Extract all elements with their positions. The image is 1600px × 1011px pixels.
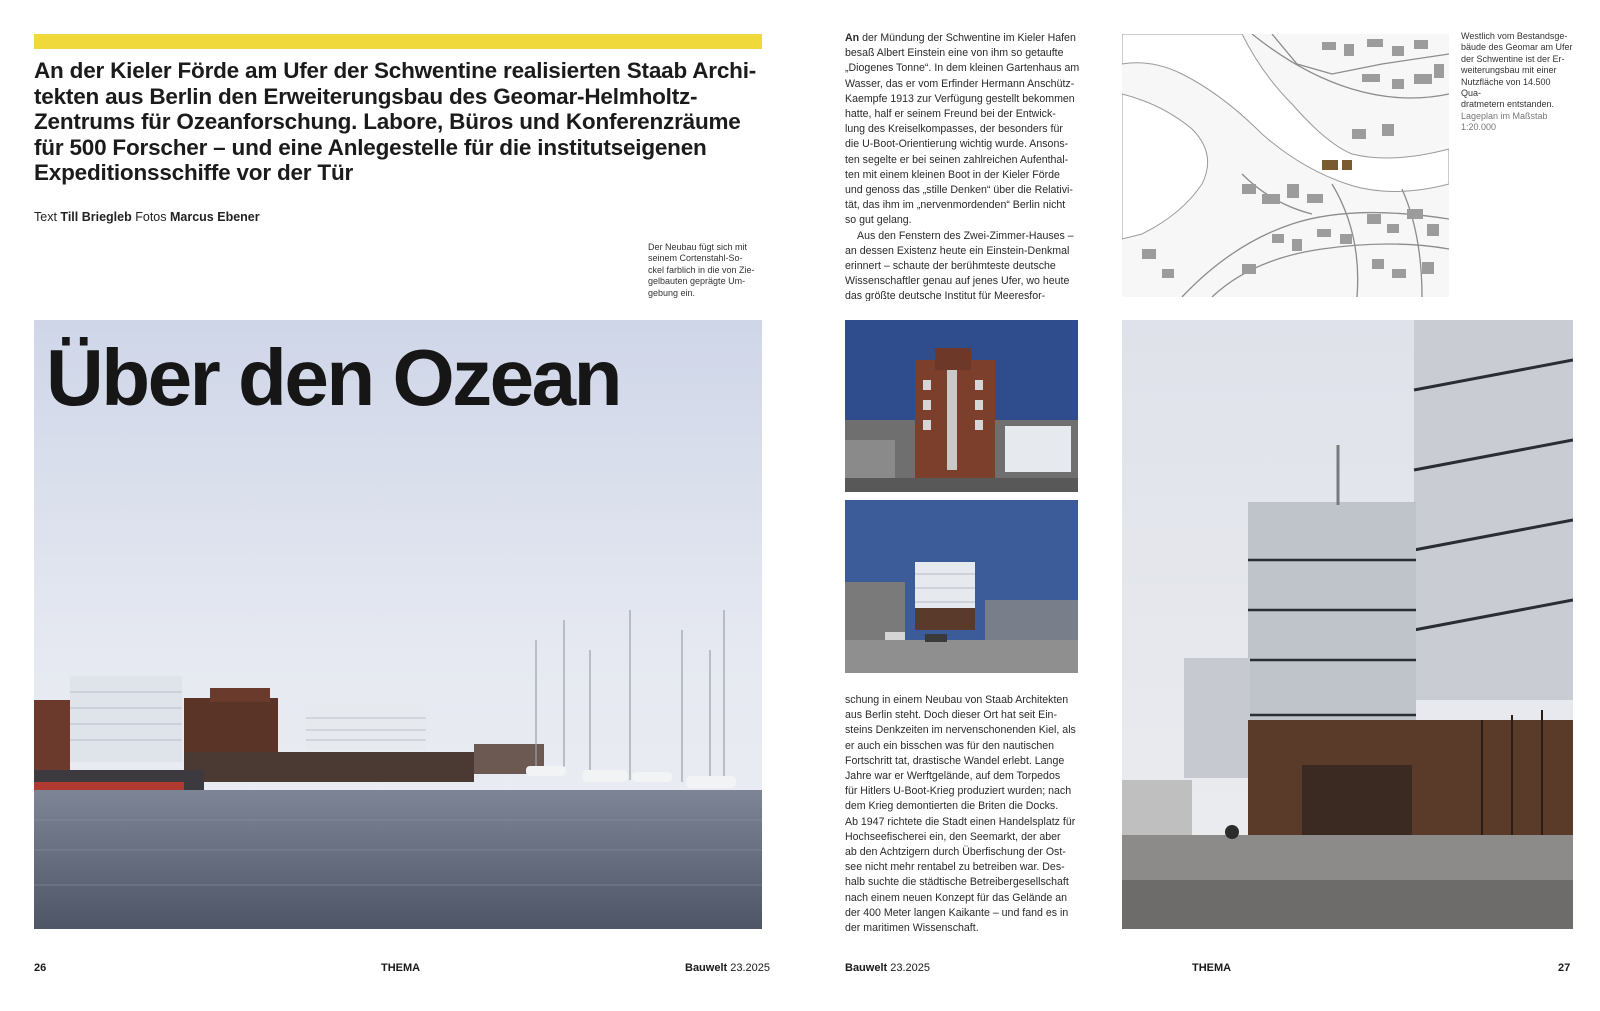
- lead-line: An der Kieler Förde am Ufer der Schwentine realisierten Staab Archi-: [34, 58, 757, 83]
- body-line: dem Krieg demontierten die Briten die Docks.: [845, 800, 1059, 813]
- lead-line: für 500 Forscher – und eine Anlegestelle für die institutseigenen: [34, 134, 707, 160]
- page-number-right: 27: [1558, 962, 1571, 974]
- magazine-name: Bauwelt: [845, 962, 888, 974]
- lead-line: Expeditionsschiffe vor der Tür: [34, 160, 354, 186]
- brick-building-photo: [845, 320, 1078, 492]
- caption-line: der Schwentine ist der Er-: [1461, 53, 1565, 64]
- building-facade-photo: [1122, 320, 1573, 929]
- credits-photographer: Marcus Ebener: [169, 210, 260, 224]
- issue-number: 23.2025: [730, 962, 771, 974]
- caption-line: seinem Cortenstahl-So-: [648, 253, 743, 264]
- credits-text-label: Text: [34, 210, 57, 224]
- body-line: Aus den Fenstern des Zwei-Zimmer-Hauses –: [857, 229, 1074, 242]
- caption-line: gelbauten geprägte Um-: [648, 276, 746, 287]
- body-line: die U-Boot-Orientierung wichtig wurde. Ansons-: [845, 138, 1069, 151]
- body-line: der maritimen Wissenschaft.: [845, 922, 979, 935]
- street-view-photo: [845, 500, 1078, 673]
- body-line: Wissenschaftler genau auf jenes Ufer, wo heute: [845, 275, 1070, 288]
- scale-line: 1:20.000: [1461, 122, 1497, 133]
- site-plan-caption: [1461, 31, 1573, 134]
- body-line: der 400 Meter langen Kaikante – und fand es in: [845, 906, 1069, 919]
- body-line: steins Denkzeiten im nervenschonenden Kiel, als: [845, 724, 1076, 737]
- body-line: besaß Albert Einstein eine von ihm so getaufte: [845, 47, 1064, 60]
- body-line: Wasser, das er vom Erfinder Hermann Anschütz-: [845, 77, 1075, 90]
- body-line: Kaempfe 1913 zur Verfügung gestellt bekommen: [845, 92, 1075, 105]
- body-line: für Hitlers U-Boot-Krieg produziert wurden; nach: [845, 785, 1072, 798]
- magazine-name: Bauwelt: [685, 962, 728, 974]
- body-column-b: [845, 693, 1081, 936]
- body-line: so gut gelang.: [845, 214, 912, 227]
- initial-words: An: [845, 32, 860, 44]
- body-line: schung in einem Neubau von Staab Architekten: [845, 694, 1069, 706]
- caption-line: ckel farblich in die von Zie-: [648, 264, 755, 275]
- caption-line: gebung ein.: [648, 287, 696, 298]
- caption-line: bäude des Geomar am Ufer: [1461, 42, 1573, 53]
- page-number-left: 26: [34, 962, 47, 974]
- caption-line: Nutzfläche von 14.500 Qua-: [1461, 76, 1551, 99]
- caption-line: Der Neubau fügt sich mit: [648, 242, 748, 252]
- section-label-right: THEMA: [1192, 962, 1232, 974]
- lead-line: Zentrums für Ozeanforschung. Labore, Büros und Konferenzräume: [34, 109, 741, 135]
- body-line: tät, das ihm im „nervenmordenden“ Berlin nicht: [845, 199, 1066, 212]
- body-line: an dessen Existenz heute ein Einstein-Denkmal: [845, 244, 1070, 257]
- body-line: see nicht mehr rentabel zu betreiben war. Des-: [845, 861, 1065, 874]
- accent-bar: [34, 34, 762, 49]
- body-line: Ab 1947 richtete die Stadt einen Handelsplatz für: [845, 815, 1076, 828]
- lead-paragraph: [34, 58, 769, 186]
- lead-line: tekten aus Berlin den Erweiterungsbau des Geomar-Helmholtz-: [34, 83, 698, 109]
- body-line: das größte deutsche Institut für Meeresfor-: [845, 290, 1046, 301]
- caption-line: Westlich vom Bestandsge-: [1461, 31, 1568, 41]
- credits: [34, 210, 260, 224]
- body-line: nach einem neuen Konzept für das Gelände an: [845, 891, 1068, 904]
- magazine-issue-left: [685, 962, 770, 974]
- body-line: Hochseefischerei ein, den Seemarkt, der aber: [845, 830, 1061, 843]
- issue-number: 23.2025: [890, 962, 931, 974]
- body-line: „Diogenes Tonne“. In dem kleinen Gartenhaus am: [845, 62, 1080, 75]
- scale-line: Lageplan im Maßstab: [1461, 110, 1548, 121]
- headline: Über den Ozean: [46, 333, 621, 422]
- body-line: hatte, half er seinem Freund bei der Entwick-: [845, 108, 1056, 121]
- body-line: An der Mündung der Schwentine im Kieler Hafen: [845, 32, 1076, 44]
- body-line: halb suchte die städtische Betreibergesellschaft: [845, 876, 1069, 889]
- caption-line: weiterungsbau mit einer: [1461, 65, 1557, 76]
- body-column-a: [845, 31, 1081, 301]
- body-line: aus Berlin steht. Doch dieser Ort hat seit Ein-: [845, 709, 1057, 722]
- body-line: lung des Kreiselkompasses, der besonders für: [845, 123, 1063, 136]
- credits-photos-label: Fotos: [135, 210, 167, 224]
- body-line: ten segelte er bei seinen zahlreichen Aufenthal-: [845, 153, 1069, 166]
- credits-author: Till Briegleb: [60, 210, 132, 224]
- body-line: erinnert – schaute der berühmteste deutsche: [845, 260, 1056, 273]
- caption-line: dratmetern entstanden.: [1461, 99, 1555, 110]
- photo-caption: [648, 242, 766, 299]
- body-line: ten mit einem kleinen Boot in der Kieler Förde: [845, 168, 1060, 181]
- body-line: und genoss das „stille Denken“ über die Relativi-: [845, 184, 1073, 197]
- site-plan-map: [1122, 34, 1449, 297]
- magazine-issue-right: [845, 962, 930, 974]
- section-label-left: THEMA: [381, 962, 421, 974]
- body-line: Fortschritt tat, drastische Wandel erlebt. Lange: [845, 754, 1065, 767]
- body-line: ab den Achtzigern durch Überfischung der Ost-: [845, 846, 1066, 859]
- body-line: er auch ein bisschen was für den nautischen: [845, 739, 1055, 752]
- body-line: Jahre war er Werftgelände, auf dem Torpedos: [845, 770, 1061, 783]
